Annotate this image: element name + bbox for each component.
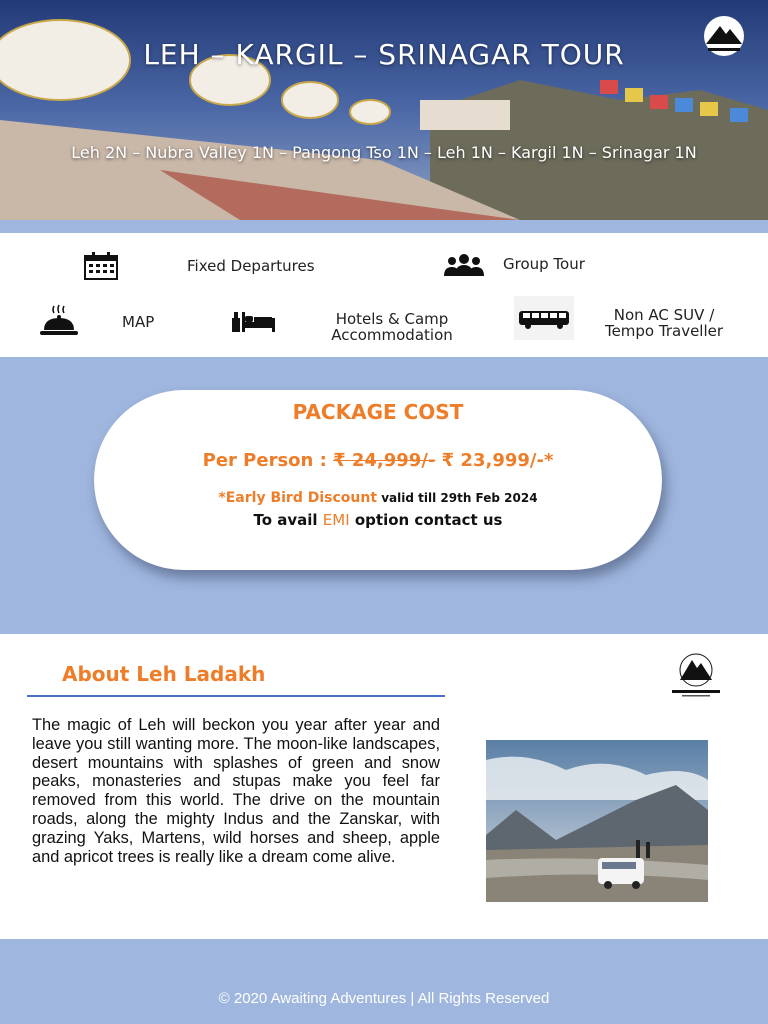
hotels-label-line2: Accommodation	[331, 326, 453, 344]
about-divider	[27, 695, 445, 697]
group-tour-label: Group Tour	[503, 255, 585, 273]
feature-group-tour	[503, 256, 585, 272]
hotel-bed-icon	[232, 308, 276, 334]
group-icon	[444, 254, 484, 276]
bus-icon	[514, 296, 574, 340]
transport-label-line1: Non AC SUV /	[613, 306, 715, 324]
early-bird-note	[94, 490, 662, 506]
feature-hotels	[312, 311, 472, 343]
tour-route: Leh 2N – Nubra Valley 1N – Pangong Tso 1N – Leh 1N – Kargil 1N – Srinagar 1N	[71, 143, 697, 162]
early-bird-validity: valid till 29th Feb 2024	[377, 491, 538, 505]
footer-copyright: © 2020 Awaiting Adventures | All Rights Reserved	[218, 990, 550, 1007]
feature-transport	[586, 307, 742, 339]
calendar-icon	[84, 252, 118, 280]
hero-background-image	[0, 0, 768, 220]
early-bird-label: *Early Bird Discount	[218, 490, 378, 506]
transport-label-line2: Tempo Traveller	[604, 322, 724, 340]
price-line	[94, 450, 662, 471]
feature-map	[122, 314, 154, 330]
package-cost-title: PACKAGE COST	[292, 400, 464, 424]
feature-fixed-departures	[187, 258, 315, 274]
fixed-departures-label: Fixed Departures	[187, 257, 315, 275]
emi-note	[94, 511, 662, 529]
new-price: ₹ 23,999/-*	[435, 450, 554, 471]
meal-cloche-icon	[40, 304, 78, 336]
awaiting-adventures-logo-small	[666, 652, 726, 700]
ladakh-landscape-photo	[486, 740, 708, 902]
tour-title: LEH – KARGIL – SRINAGAR TOUR	[143, 38, 625, 71]
hero-banner	[0, 0, 768, 220]
old-price: ₹ 24,999/-	[333, 450, 436, 471]
map-label: MAP	[122, 313, 155, 331]
about-description: The magic of Leh will beckon you year after year and leave you still wanting more. The moon-like landscapes, desert mountains with splashes of green and snow peaks, monasteries and stupas make you feel far removed from this world. The drive on the mountain roads, along the mighty Indus and the Zanskar, with grazing Yaks, Martens, wild horses and sheep, apple and apricot trees is really like a dream come alive.	[32, 716, 440, 866]
awaiting-adventures-logo	[700, 12, 748, 60]
hotels-label-line1: Hotels & Camp	[335, 310, 449, 328]
about-title: About Leh Ladakh	[62, 662, 266, 686]
emi-suffix: option contact us	[349, 511, 503, 529]
emi-highlight: EMI	[322, 511, 350, 529]
per-person-label: Per Person :	[202, 450, 334, 471]
emi-prefix: To avail	[253, 511, 323, 529]
